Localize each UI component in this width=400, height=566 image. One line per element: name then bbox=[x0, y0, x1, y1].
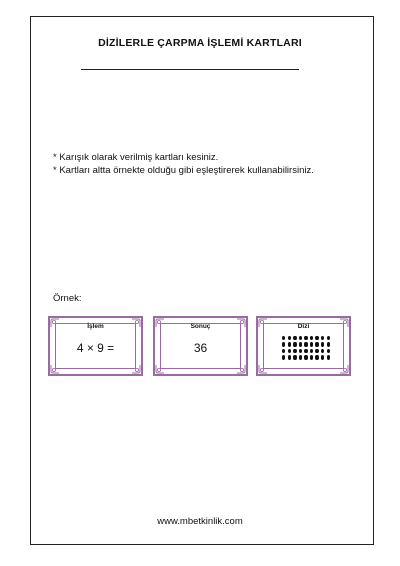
array-dot bbox=[282, 349, 285, 353]
array-dot bbox=[304, 336, 307, 340]
array-dot bbox=[310, 342, 313, 346]
dot-row bbox=[282, 355, 330, 359]
array-dot bbox=[321, 342, 324, 346]
array-dot bbox=[321, 355, 324, 359]
array-dot bbox=[299, 355, 302, 359]
array-dot bbox=[293, 355, 296, 359]
instruction-match: * Kartları altta örnekte olduğu gibi eşleştirerek kullanabilirsiniz. bbox=[53, 164, 314, 176]
corner-ornament bbox=[155, 364, 165, 374]
corner-ornament bbox=[236, 318, 246, 328]
array-dot bbox=[288, 342, 291, 346]
operation-card-label: İşlem bbox=[87, 323, 104, 330]
instruction-cut: * Karışık olarak verilmiş kartları kesiniz. bbox=[53, 152, 219, 163]
array-dot bbox=[288, 355, 291, 359]
array-dot bbox=[282, 342, 285, 346]
array-card-label: Dizi bbox=[297, 323, 310, 330]
page-title: DİZİLERLE ÇARPMA İŞLEMİ KARTLARI bbox=[98, 37, 302, 49]
array-dot bbox=[321, 336, 324, 340]
result-card bbox=[153, 316, 248, 376]
array-dot bbox=[327, 342, 330, 346]
array-dot bbox=[310, 355, 313, 359]
corner-ornament bbox=[258, 364, 268, 374]
array-dot bbox=[327, 349, 330, 353]
dot-array bbox=[282, 336, 330, 362]
result-card-label: Sonuç bbox=[190, 323, 211, 330]
corner-ornament bbox=[339, 318, 349, 328]
array-dot bbox=[310, 336, 313, 340]
array-dot bbox=[327, 355, 330, 359]
dot-row bbox=[282, 336, 330, 340]
dot-row bbox=[282, 349, 330, 353]
corner-ornament bbox=[50, 364, 60, 374]
array-dot bbox=[321, 349, 324, 353]
array-card bbox=[256, 316, 351, 376]
corner-ornament bbox=[236, 364, 246, 374]
corner-ornament bbox=[131, 318, 141, 328]
array-dot bbox=[293, 342, 296, 346]
example-label: Örnek: bbox=[53, 293, 82, 304]
title-underline bbox=[81, 69, 299, 70]
result-card-value: 36 bbox=[193, 341, 208, 355]
array-dot bbox=[282, 336, 285, 340]
instructions bbox=[53, 152, 314, 177]
array-dot bbox=[315, 342, 318, 346]
array-dot bbox=[315, 349, 318, 353]
array-dot bbox=[304, 349, 307, 353]
website-footer: www.mbetkinlik.com bbox=[157, 516, 243, 527]
array-dot bbox=[288, 349, 291, 353]
array-dot bbox=[299, 342, 302, 346]
operation-card bbox=[48, 316, 143, 376]
array-dot bbox=[293, 349, 296, 353]
array-dot bbox=[288, 336, 291, 340]
corner-ornament bbox=[131, 364, 141, 374]
array-dot bbox=[315, 336, 318, 340]
array-dot bbox=[299, 336, 302, 340]
array-dot bbox=[282, 355, 285, 359]
array-dot bbox=[304, 342, 307, 346]
corner-ornament bbox=[339, 364, 349, 374]
dot-row bbox=[282, 342, 330, 346]
corner-ornament bbox=[50, 318, 60, 328]
corner-ornament bbox=[258, 318, 268, 328]
worksheet-border bbox=[30, 16, 374, 545]
array-dot bbox=[315, 355, 318, 359]
array-dot bbox=[304, 355, 307, 359]
array-dot bbox=[299, 349, 302, 353]
operation-card-value: 4 × 9 = bbox=[76, 341, 115, 355]
array-dot bbox=[293, 336, 296, 340]
array-dot bbox=[310, 349, 313, 353]
corner-ornament bbox=[155, 318, 165, 328]
array-dot bbox=[327, 336, 330, 340]
